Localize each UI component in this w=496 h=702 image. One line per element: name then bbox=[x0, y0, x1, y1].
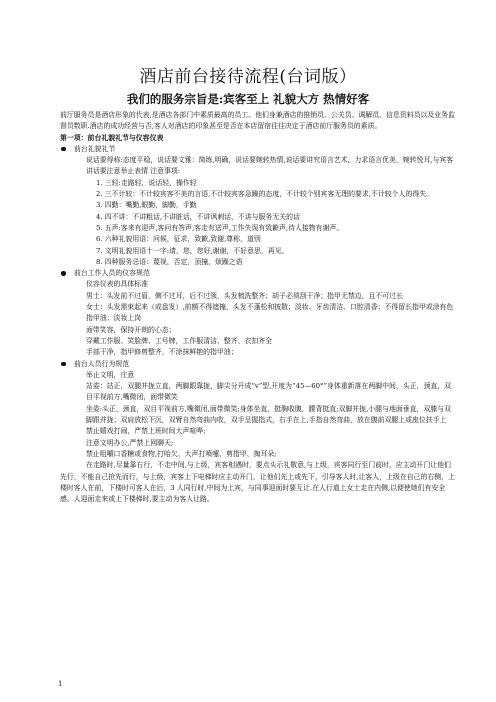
behavior-line: 注意文明办公,严禁上网聊天; bbox=[86, 438, 174, 447]
behavior-paragraph: 在走路时,尽量靠右行，不走中间,与上级，宾客相遇时，要点头示礼敬意,与上级，宾客同行至门前时，应主动开门让他们先行，不能自己抢先而行，与上级，宾客上下电梯时应主动开门，让他们先上或先下，引导客人时,让客人，上级在自己的右侧，上楼时客人在前，下楼时可客人在后，3 人同行时,中间为上宾，与同事迎面时要互让.在人行道上女士走在内侧,以便使她们有安全感。人迎面走来或上下楼梯时,要主动为客人让路。 bbox=[60, 461, 455, 504]
behavior-line: 禁止咀嚼口香糖或食物,打哈欠、大声打喷嚏、剪指甲、掏耳朵; bbox=[86, 449, 277, 458]
appearance-line: 穿戴工作服、笑脸牌、工号牌，工作服清洁、整齐、衣扣齐全 bbox=[86, 336, 273, 345]
page-number: 1 bbox=[58, 680, 63, 688]
bullet-etiquette bbox=[60, 144, 456, 155]
appearance-line: 面带笑容，保持开朗的心态； bbox=[86, 325, 176, 334]
bullet-label: 前台工作人员的仪容规范 bbox=[74, 269, 150, 278]
appearance-line: 男士：头发前不过眉，侧不过耳，后不过领，头发梳洗整齐；胡子必须刮干净；指甲无禁边，且不可过长 bbox=[86, 291, 403, 300]
bullet-dot-icon bbox=[61, 362, 66, 367]
behavior-line: 坐姿:头正，颈直，双目平视前方,嘴微闭,面带微笑;身体坐直，挺胸收腹，腰背挺直;双脚并拢,小腿与地面垂直，双膝与双脚跟并拢；双肩放松下沉，双臂自然弯曲内收，双手呈握指式，右手在上,手指自然弯曲，放在腹前双腿上或座位扶手上 bbox=[86, 404, 451, 425]
bullet-dot-icon bbox=[61, 271, 66, 276]
etiquette-item: 7. 文明礼貌用语十一字:请，您，您好,谢谢，不好意思，再见。 bbox=[96, 246, 289, 255]
bullet-dot-icon bbox=[61, 147, 66, 152]
etiquette-item: 1. 三轻:走路轻，说话轻，操作轻 bbox=[96, 178, 197, 187]
appearance-line: 仪容仪表的具体标准 bbox=[86, 280, 149, 289]
section-heading: 第一项：前台礼貌礼节与仪容仪表 bbox=[60, 133, 164, 142]
appearance-line: 女士：头发需束起来（或盘发）,前额不得遮掩，头发不蓬松和披散；淡妆、牙齿清洁、口腔清香；不得留长指甲或涂有色指甲油；淡妆上岗 bbox=[86, 303, 454, 323]
service-motto: 我们的服务宗旨是:宾客至上 礼貌大方 热情好客 bbox=[126, 92, 370, 106]
bullet-label: 前台礼貌礼节 bbox=[74, 144, 116, 153]
behavior-line: 站姿：站正，双腿并拢立直，两脚跟靠拢，脚尖分开成“v”型,开度为“45—60°”身体重新落在两脚中间，头正，颈直，双目平视前方,嘴微闭，面带微笑 bbox=[86, 382, 452, 402]
behavior-line: 举止文明，庄意 bbox=[86, 370, 135, 379]
etiquette-item: 4. 四不讲：不讲粗话,不讲脏话，不讲讽刺话，不讲与服务无关的话 bbox=[96, 212, 300, 221]
bullet-behavior bbox=[60, 359, 456, 370]
etiquette-item: 8. 四种服务忌语：蔑视，否定，顶撞，烦躁之语 bbox=[96, 257, 243, 266]
etiquette-item: 5. 五声:客来有迎声,客问有答声,客走有送声,工作失误有致歉声,待人接物有谢声。 bbox=[96, 223, 344, 232]
etiquette-desc: 说话要得称:态度平稳，说话要文雅：简练,明确，说话要婉转热情,说话要讲究语言艺术，力求语言优美，婉转悦耳,与宾客讲话要注意举止表情 注意事项: bbox=[86, 156, 454, 176]
intro-paragraph: 前厅服务员是酒店形象的代表,是酒店各部门中素质最高的员工。他们身兼酒店的推销员、公关员、调解员、信息资料员以及业务监督员数职.酒店的成功经营与否,客人对酒店的印象甚至是否在本店留宿往往决定于酒店前厅服务员的素质。 bbox=[60, 111, 455, 131]
etiquette-item: 2. 三不计较：不计较宾客不美的言语,不计较宾客急躁的态度，不计较个别宾客无理的要求,不计较个人的得失。 bbox=[96, 190, 434, 199]
document-title: 酒店前台接待流程(台词版） bbox=[139, 67, 357, 87]
etiquette-item: 6. 六种礼貌用语：问候，征求，致歉,致谢,尊称，道别 bbox=[96, 235, 261, 244]
etiquette-item: 3. 四勤：嘴勤,眼勤，脚勤，手勤 bbox=[96, 201, 197, 210]
bullet-appearance bbox=[60, 268, 456, 279]
document-body bbox=[60, 110, 456, 505]
behavior-line: 禁止嬉戏打闹，严禁上班时间大声喧哗; bbox=[86, 427, 206, 436]
bullet-label: 前台人员行为规范 bbox=[74, 359, 130, 368]
appearance-line: 手部干净，指甲修剪整齐，不涂抹鲜艳的指甲油； bbox=[86, 348, 238, 357]
